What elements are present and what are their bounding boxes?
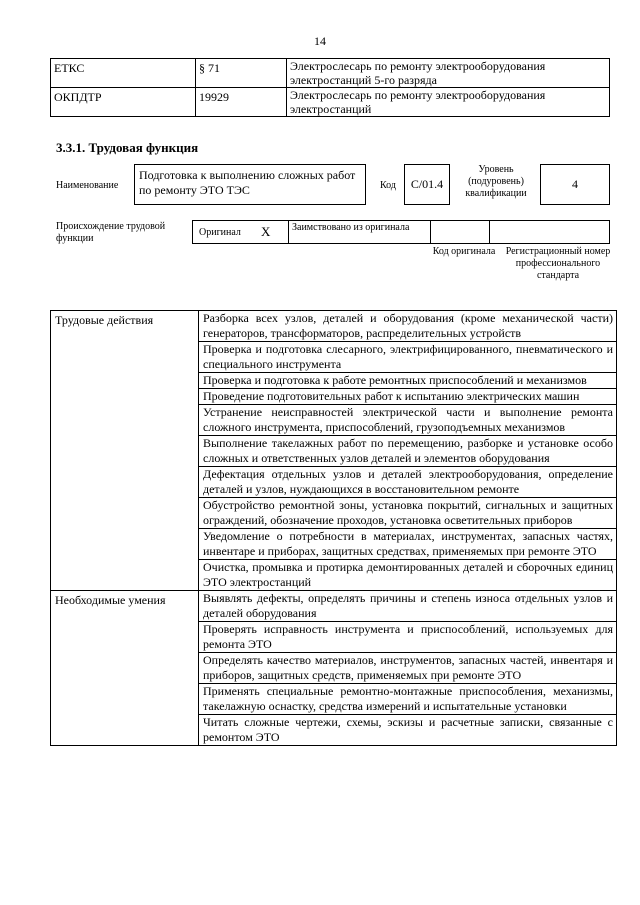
skill-item: Выявлять дефекты, определять причины и степень износа отдельных узлов и деталей оборудования: [199, 591, 617, 622]
qualification-level-value: 4: [540, 164, 610, 205]
skill-item: Проверять исправность инструмента и приспособлений, используемых для ремонта ЭТО: [199, 622, 617, 653]
skill-item: Применять специальные ремонтно-монтажные приспособления, механизмы, такелажную оснастку, средства измерений и испытательные установки: [199, 684, 617, 715]
skill-item: Читать сложные чертежи, схемы, эскизы и расчетные записки, связанные с ремонтом ЭТО: [199, 715, 617, 746]
classifier-number: § 71: [196, 59, 287, 88]
original-code-caption: Код оригинала: [432, 246, 496, 257]
skill-item: Определять качество материалов, инструментов, запасных частей, инвентаря и приборов, защитных средств, применяемых при ремонте ЭТО: [199, 653, 617, 684]
classifier-code: ЕТКС: [51, 59, 196, 88]
name-label: Наименование: [56, 180, 119, 191]
function-details-table: [50, 310, 617, 746]
borrowed-label: Заимствовано из оригинала: [288, 220, 431, 244]
labor-action-item: Проверка и подготовка к работе ремонтных приспособлений и механизмов: [199, 373, 617, 389]
labor-action-item: Дефектация отдельных узлов и деталей электрооборудования, определение деталей и узлов, нуждающихся в восстановительном ремонте: [199, 467, 617, 498]
section-title: 3.3.1. Трудовая функция: [56, 140, 199, 155]
original-label: Оригинал: [199, 227, 241, 238]
classifier-reference-table: [50, 58, 610, 117]
table-row: [51, 311, 617, 342]
classifier-description: Электрослесарь по ремонту электрооборудования электростанций: [287, 88, 610, 117]
classifier-code: ОКПДТР: [51, 88, 196, 117]
function-code-value: C/01.4: [404, 164, 450, 205]
labor-action-item: Уведомление о потребности в материалах, инструментах, запасных частях, инвентаре и приборах, защитных средствах, применяемых при ремонте ЭТО: [199, 529, 617, 560]
qualification-level-label: Уровень (подуровень) квалификации: [465, 164, 527, 199]
labor-action-item: Проверка и подготовка слесарного, электрифицированного, пневматического и специального инструмента: [199, 342, 617, 373]
registration-number-caption: Регистрационный номер профессионального стандарта: [505, 246, 611, 281]
labor-actions-header: Трудовые действия: [51, 311, 199, 591]
classifier-number: 19929: [196, 88, 287, 117]
original-cell: [192, 220, 289, 244]
labor-action-item: Устранение неисправностей электрической части и выполнение ремонта сложного инструмента, приспособлений, грузоподъемных механизмов: [199, 405, 617, 436]
labor-action-item: Выполнение такелажных работ по перемещению, разборке и установке особо сложных и ответственных узлов деталей и элементов оборудования: [199, 436, 617, 467]
table-row: [51, 591, 617, 622]
original-code-cell: [430, 220, 490, 244]
labor-action-item: Разборка всех узлов, деталей и оборудования (кроме механической части) генераторов, трансформаторов, распределительных устройств: [199, 311, 617, 342]
page-number: 14: [314, 34, 326, 48]
classifier-description: Электрослесарь по ремонту электрооборудования электростанций 5-го разряда: [287, 59, 610, 88]
origin-label: Происхождение трудовой функции: [56, 221, 166, 244]
labor-action-item: Очистка, промывка и протирка демонтированных деталей и сборочных единиц ЭТО электростанций: [199, 560, 617, 591]
code-label: Код: [380, 180, 396, 191]
labor-action-item: Проведение подготовительных работ к испытанию электрических машин: [199, 389, 617, 405]
required-skills-header: Необходимые умения: [51, 591, 199, 746]
labor-action-item: Обустройство ремонтной зоны, установка покрытий, сигнальных и защитных ограждений, обозначение проходов, установка осветительных приборов: [199, 498, 617, 529]
function-name-value: Подготовка к выполнению сложных работ по ремонту ЭТО ТЭС: [134, 164, 366, 205]
table-row: [51, 59, 610, 88]
registration-number-cell: [489, 220, 610, 244]
table-row: [51, 88, 610, 117]
origin-row: [192, 220, 610, 244]
original-mark: X: [261, 224, 271, 239]
